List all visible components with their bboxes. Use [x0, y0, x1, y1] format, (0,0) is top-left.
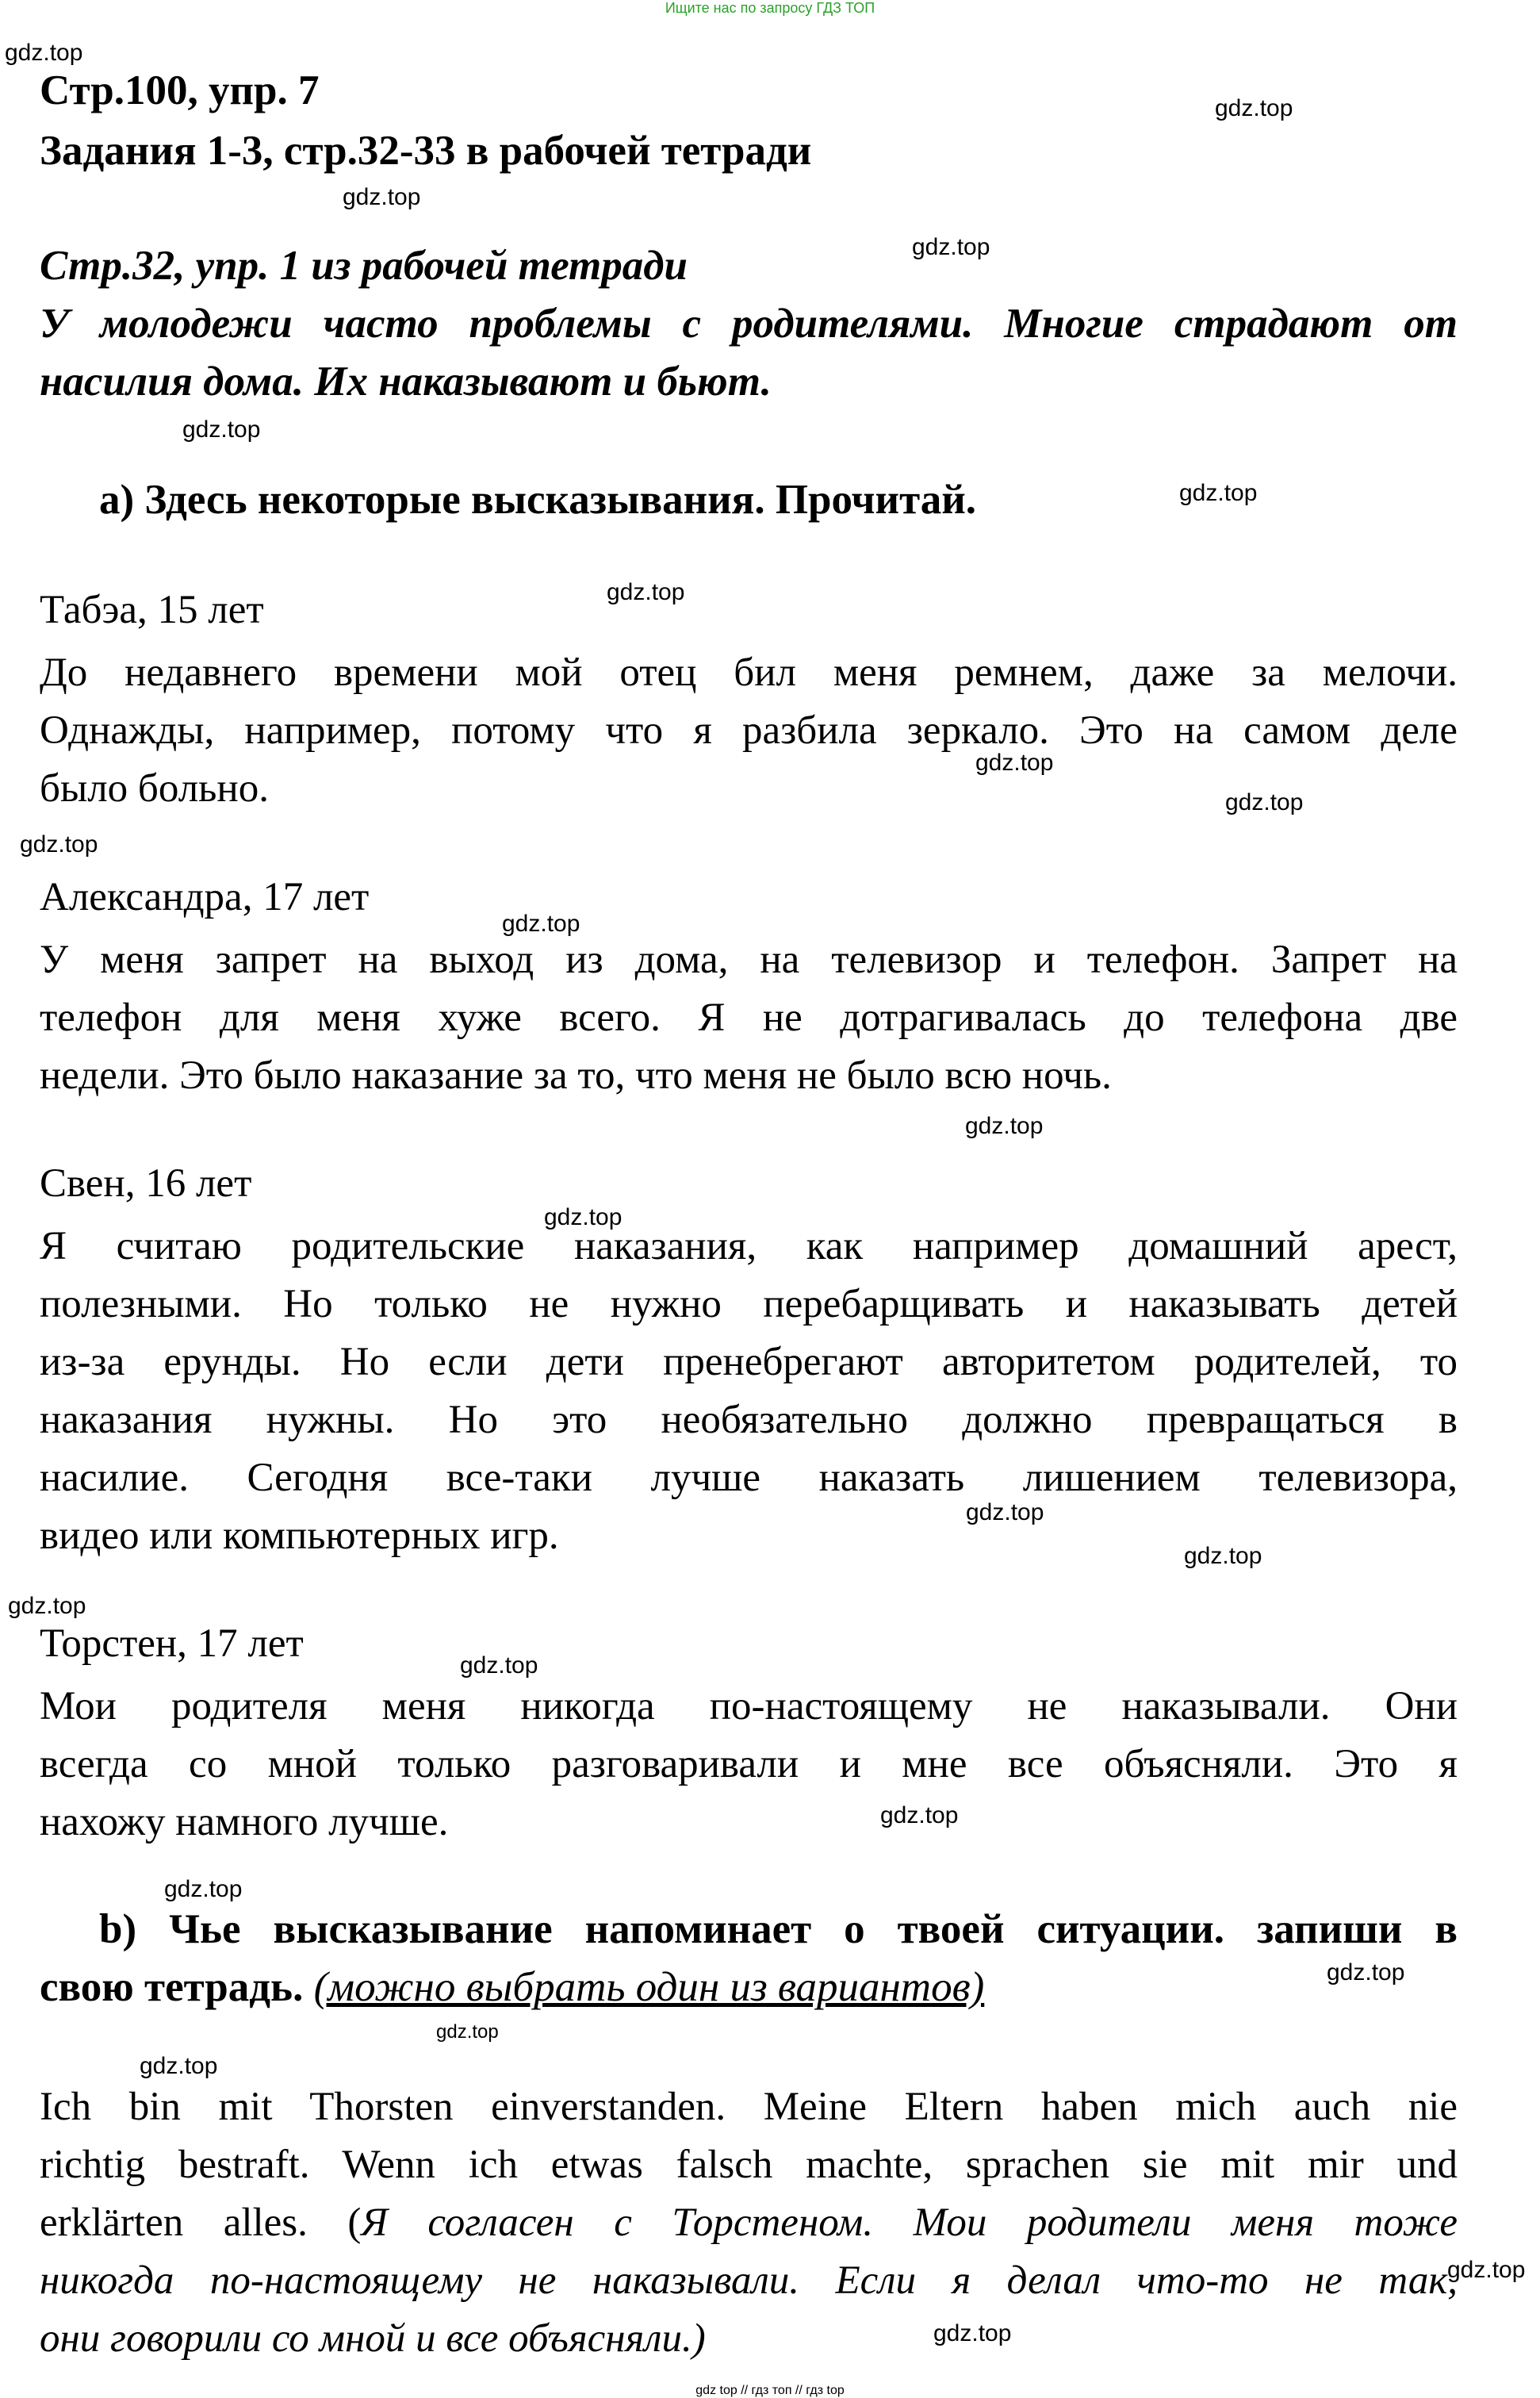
exercise-title: Стр.32, упр. 1 из рабочей тетради — [40, 243, 688, 289]
text-line: недели. Это было наказание за то, что меня не было всю ночь. — [40, 1053, 1112, 1098]
workbook-tasks-heading: Задания 1-3, стр.32-33 в рабочей тетради — [40, 128, 812, 174]
intro-line: У молодежи часто проблемы с родителями. Многие страдают от — [40, 301, 1458, 347]
watermark: gdz.top — [1179, 480, 1258, 506]
page-reference: Стр.100, упр. 7 — [40, 67, 320, 113]
answer-line: richtig bestraft. Wenn ich etwas falsch machte, sprachen sie mit mir und — [40, 2143, 1458, 2187]
text-line: Мои родителя меня никогда по-настоящему не наказывали. Они — [40, 1684, 1458, 1728]
text-line: нахожу намного лучше. — [40, 1800, 449, 1844]
text-line: наказания нужны. Но это необязательно должно превращаться в — [40, 1398, 1458, 1442]
watermark: gdz.top — [502, 911, 580, 937]
watermark: gdz.top — [965, 1113, 1044, 1139]
task-a — [99, 476, 976, 524]
statement-text — [40, 1678, 1458, 1851]
task-b-line: b) Чье высказывание напоминает о твоей ситуации. запиши в — [99, 1906, 1458, 1952]
answer-translation: они говорили со мной и все объясняли.) — [40, 2316, 706, 2361]
watermark: gdz.top — [880, 1802, 959, 1828]
statement-author: Торстен, 17 лет — [40, 1621, 304, 1666]
text-line: Я считаю родительские наказания, как например домашний арест, — [40, 1224, 1458, 1268]
statement-text — [40, 931, 1458, 1105]
statement-author: Александра, 17 лет — [40, 875, 370, 919]
answer-line-mixed — [40, 2194, 1458, 2252]
answer-line: Ich bin mit Thorsten einverstanden. Meine Eltern haben mich auch nie — [40, 2085, 1458, 2129]
task-a-text: Здесь некоторые высказывания. Прочитай. — [144, 477, 977, 523]
text-line: видео или компьютерных игр. — [40, 1514, 559, 1558]
watermark: gdz.top — [1225, 789, 1304, 815]
answer-translation: Я согласен с Торстеном. Мои родители меня тоже — [361, 2200, 1458, 2245]
watermark: gdz.top — [8, 1593, 86, 1619]
task-b-note: (можно выбрать один из вариантов) — [313, 1964, 985, 2010]
text-line: полезными. Но только не нужно перебарщивать и наказывать детей — [40, 1282, 1458, 1326]
watermark: gdz.top — [607, 579, 685, 605]
watermark: gdz.top — [975, 750, 1054, 776]
text-line: насилие. Сегодня все-таки лучше наказать лишением телевизора, — [40, 1456, 1458, 1500]
text-line: всегда со мной только разговаривали и мне все объясняли. Это я — [40, 1742, 1458, 1786]
watermark: gdz.top — [544, 1204, 623, 1230]
task-b-cont — [40, 1963, 984, 2011]
statement-author: Свен, 16 лет — [40, 1161, 252, 1206]
answer-german: erklärten alles. ( — [40, 2200, 362, 2245]
answer-translation: никогда по-настоящему не наказывали. Если я делал что-то не так, — [40, 2258, 1458, 2303]
task-b — [99, 1905, 1458, 1953]
watermark: gdz.top — [460, 1652, 538, 1679]
task-b-line2: свою тетрадь. — [40, 1964, 304, 2010]
watermark: gdz.top — [343, 184, 421, 210]
watermark: gdz.top — [1327, 1959, 1405, 1986]
task-a-marker: a) — [99, 477, 135, 523]
answer-text — [40, 2078, 1458, 2368]
watermark: gdz.top — [140, 2053, 218, 2079]
watermark: gdz.top — [966, 1499, 1044, 1525]
watermark: gdz.top — [1184, 1543, 1262, 1569]
text-line: было больно. — [40, 766, 269, 811]
watermark: gdz.top — [436, 2021, 499, 2043]
text-line: телефон для меня хуже всего. Я не дотрагивалась до телефона две — [40, 996, 1458, 1040]
watermark: gdz.top — [1447, 2257, 1526, 2283]
watermark: gdz.top — [20, 831, 98, 858]
text-line: из-за ерунды. Но если дети пренебрегают авторитетом родителей, то — [40, 1340, 1458, 1384]
watermark: gdz.top — [912, 234, 990, 260]
statement-text — [40, 1218, 1458, 1565]
text-line: У меня запрет на выход из дома, на телевизор и телефон. Запрет на — [40, 938, 1458, 982]
watermark: gdz.top — [1215, 95, 1293, 121]
footer: gdz top // гдз топ // гдз top — [695, 2384, 845, 2397]
watermark: gdz.top — [933, 2320, 1012, 2346]
statement-author: Табэа, 15 лет — [40, 588, 264, 632]
exercise-intro — [40, 300, 1458, 347]
watermark: gdz.top — [164, 1876, 243, 1902]
watermark: gdz.top — [5, 40, 83, 66]
search-banner: Ищите нас по запросу ГДЗ ТОП — [665, 0, 875, 16]
exercise-intro-cont: насилия дома. Их наказывают и бьют. — [40, 359, 772, 405]
text-line: Однажды, например, потому что я разбила зеркало. Это на самом деле — [40, 708, 1458, 753]
watermark: gdz.top — [182, 416, 261, 443]
text-line: До недавнего времени мой отец бил меня ремнем, даже за мелочи. — [40, 650, 1458, 695]
